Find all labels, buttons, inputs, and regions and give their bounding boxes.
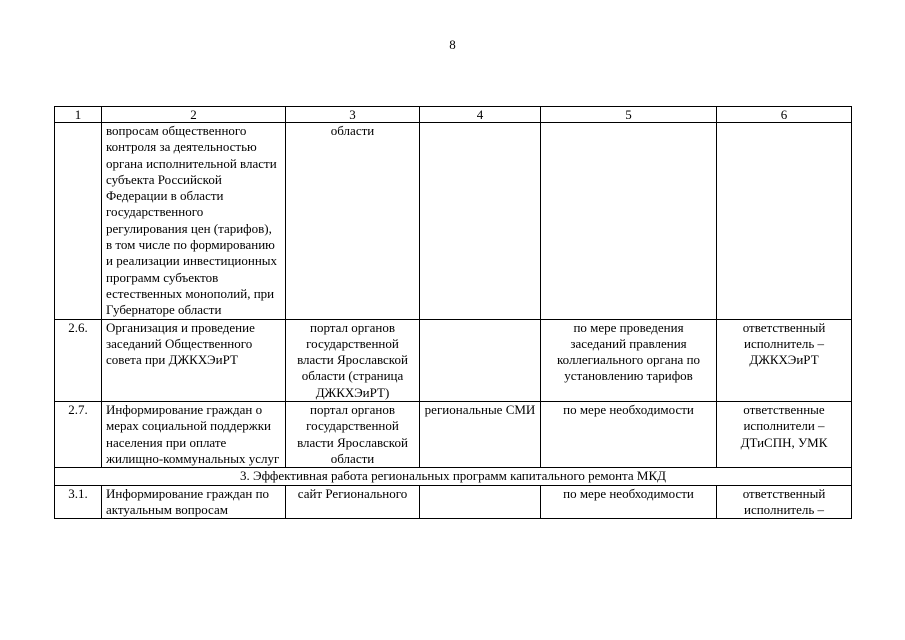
executor-cell: ответственный исполнитель – xyxy=(717,485,852,519)
channel-cell: сайт Регионального xyxy=(286,485,420,519)
media-cell xyxy=(420,319,541,401)
column-number: 5 xyxy=(541,107,717,123)
channel-cell: области xyxy=(286,123,420,320)
table-row xyxy=(55,402,852,468)
column-number: 2 xyxy=(102,107,286,123)
term-cell: по мере необходимости xyxy=(541,485,717,519)
media-cell: региональные СМИ xyxy=(420,402,541,468)
media-cell xyxy=(420,485,541,519)
measure-cell: Информирование граждан о мерах социальной поддержки населения при оплате жилищно-коммунальных услуг xyxy=(102,402,286,468)
column-number: 6 xyxy=(717,107,852,123)
row-number xyxy=(55,123,102,320)
table-row xyxy=(55,123,852,320)
section-header-row xyxy=(55,468,852,485)
column-number: 3 xyxy=(286,107,420,123)
measures-table xyxy=(54,106,852,519)
executor-cell xyxy=(717,123,852,320)
executor-cell: ответственные исполнители – ДТиСПН, УМК xyxy=(717,402,852,468)
measure-cell: Организация и проведение заседаний Общественного совета при ДЖКХЭиРТ xyxy=(102,319,286,401)
media-cell xyxy=(420,123,541,320)
channel-cell: портал органов государственной власти Ярославской области xyxy=(286,402,420,468)
measure-cell: Информирование граждан по актуальным вопросам xyxy=(102,485,286,519)
table-row xyxy=(55,485,852,519)
term-cell: по мере необходимости xyxy=(541,402,717,468)
term-cell xyxy=(541,123,717,320)
column-number: 1 xyxy=(55,107,102,123)
measure-cell: вопросам общественного контроля за деятельностью органа исполнительной власти субъекта Российской Федерации в области государственного регулирования цен (тарифов), в том числе по формированию и реализации инвестиционных программ субъектов естественных монополий, при Губернаторе области xyxy=(102,123,286,320)
channel-cell: портал органов государственной власти Ярославской области (страница ДЖКХЭиРТ) xyxy=(286,319,420,401)
section-title: 3. Эффективная работа региональных программ капитального ремонта МКД xyxy=(55,468,852,485)
table-row xyxy=(55,319,852,401)
column-number-row xyxy=(55,107,852,123)
column-number: 4 xyxy=(420,107,541,123)
row-number: 2.7. xyxy=(55,402,102,468)
row-number: 2.6. xyxy=(55,319,102,401)
row-number: 3.1. xyxy=(55,485,102,519)
page-number: 8 xyxy=(449,37,456,52)
executor-cell: ответственный исполнитель – ДЖКХЭиРТ xyxy=(717,319,852,401)
term-cell: по мере проведения заседаний правления коллегиального органа по установлению тарифов xyxy=(541,319,717,401)
